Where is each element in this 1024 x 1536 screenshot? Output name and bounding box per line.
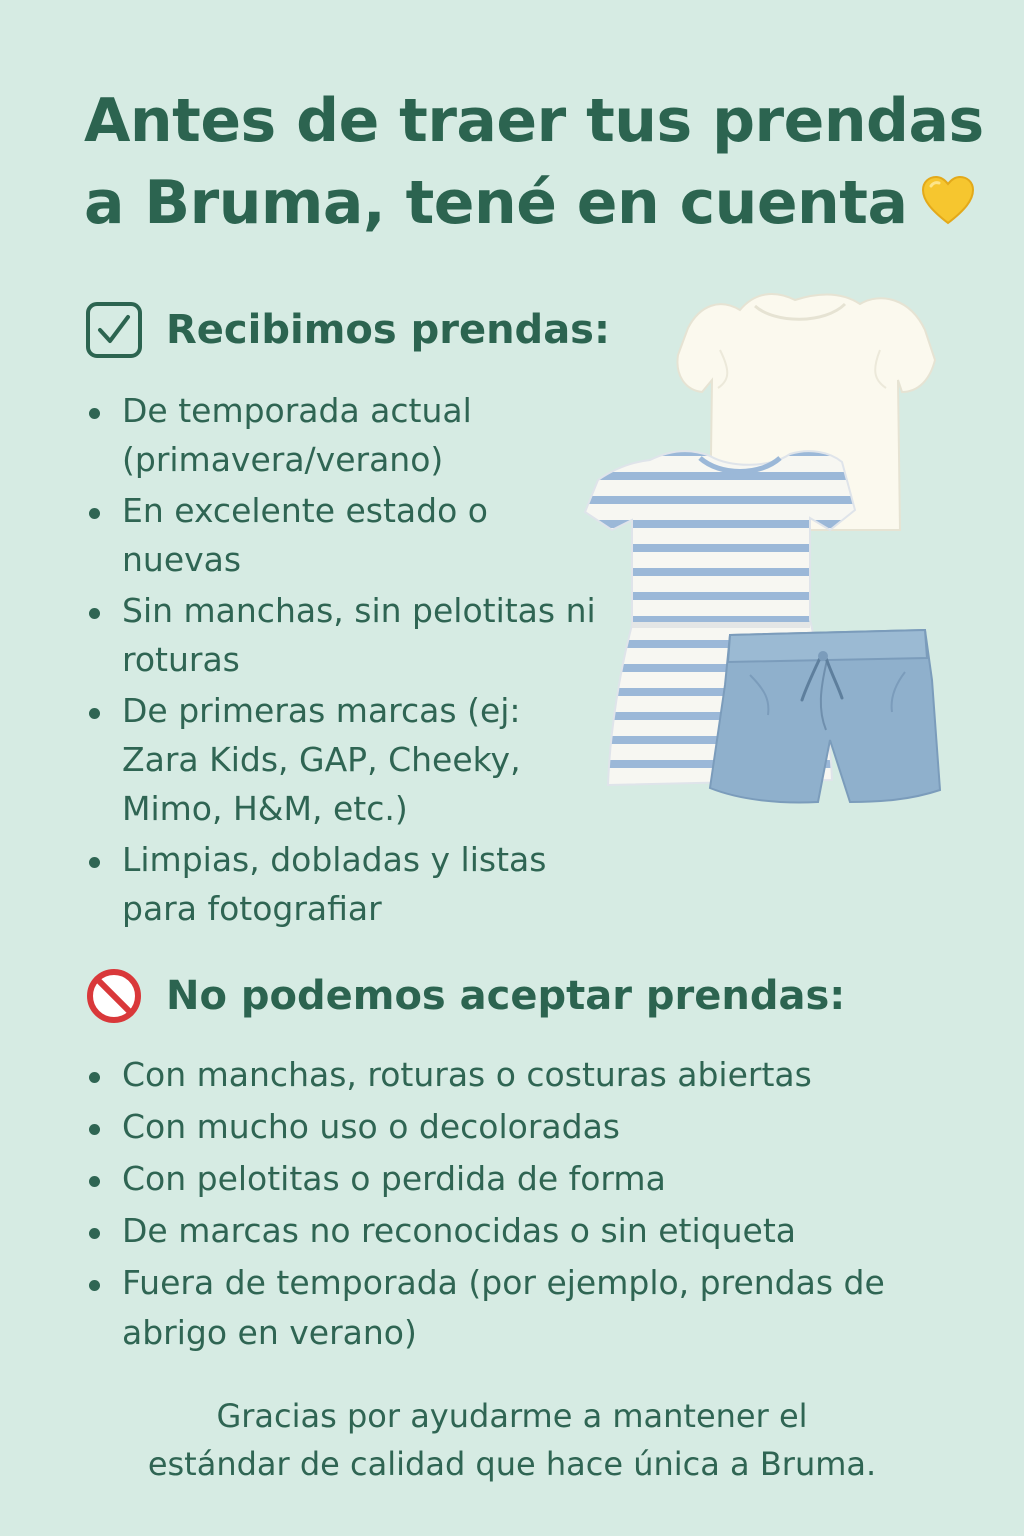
footer-line-1: Gracias por ayudarme a mantener el: [216, 1397, 808, 1435]
checkbox-checked-icon: [84, 300, 144, 360]
rejected-heading: [84, 966, 845, 1026]
list-item: De primeras marcas (ej: Zara Kids, GAP, Cheeky, Mimo, H&M, etc.): [84, 686, 604, 833]
footer-line-2: estándar de calidad que hace única a Bruma.: [147, 1445, 877, 1483]
yellow-heart-icon: [921, 165, 975, 247]
list-item: Limpias, dobladas y listas para fotografiar: [84, 835, 604, 933]
list-item: En excelente estado o nuevas: [84, 486, 604, 584]
clothing-illustration: [580, 280, 960, 840]
footer-message: [0, 1392, 1024, 1488]
list-item: Con mucho uso o decoloradas: [84, 1102, 944, 1152]
title-line-1: Antes de traer tus prendas: [84, 86, 984, 156]
list-item: Con manchas, roturas o costuras abiertas: [84, 1050, 944, 1100]
accepted-heading: [84, 300, 610, 360]
list-item: Con pelotitas o perdida de forma: [84, 1154, 944, 1204]
accepted-list: [84, 386, 604, 935]
list-item: De marcas no reconocidas o sin etiqueta: [84, 1206, 944, 1256]
list-item: Fuera de temporada (por ejemplo, prendas de abrigo en verano): [84, 1258, 944, 1358]
list-item: De temporada actual (primavera/verano): [84, 386, 604, 484]
rejected-list: [84, 1050, 944, 1360]
accepted-heading-text: Recibimos prendas:: [166, 307, 610, 353]
title-line-2: [84, 162, 984, 247]
page-title: [84, 80, 984, 247]
list-item: Sin manchas, sin pelotitas ni roturas: [84, 586, 604, 684]
title-line-2-text: a Bruma, tené en cuenta: [84, 168, 908, 238]
prohibited-icon: [84, 966, 144, 1026]
rejected-heading-text: No podemos aceptar prendas:: [166, 973, 846, 1019]
